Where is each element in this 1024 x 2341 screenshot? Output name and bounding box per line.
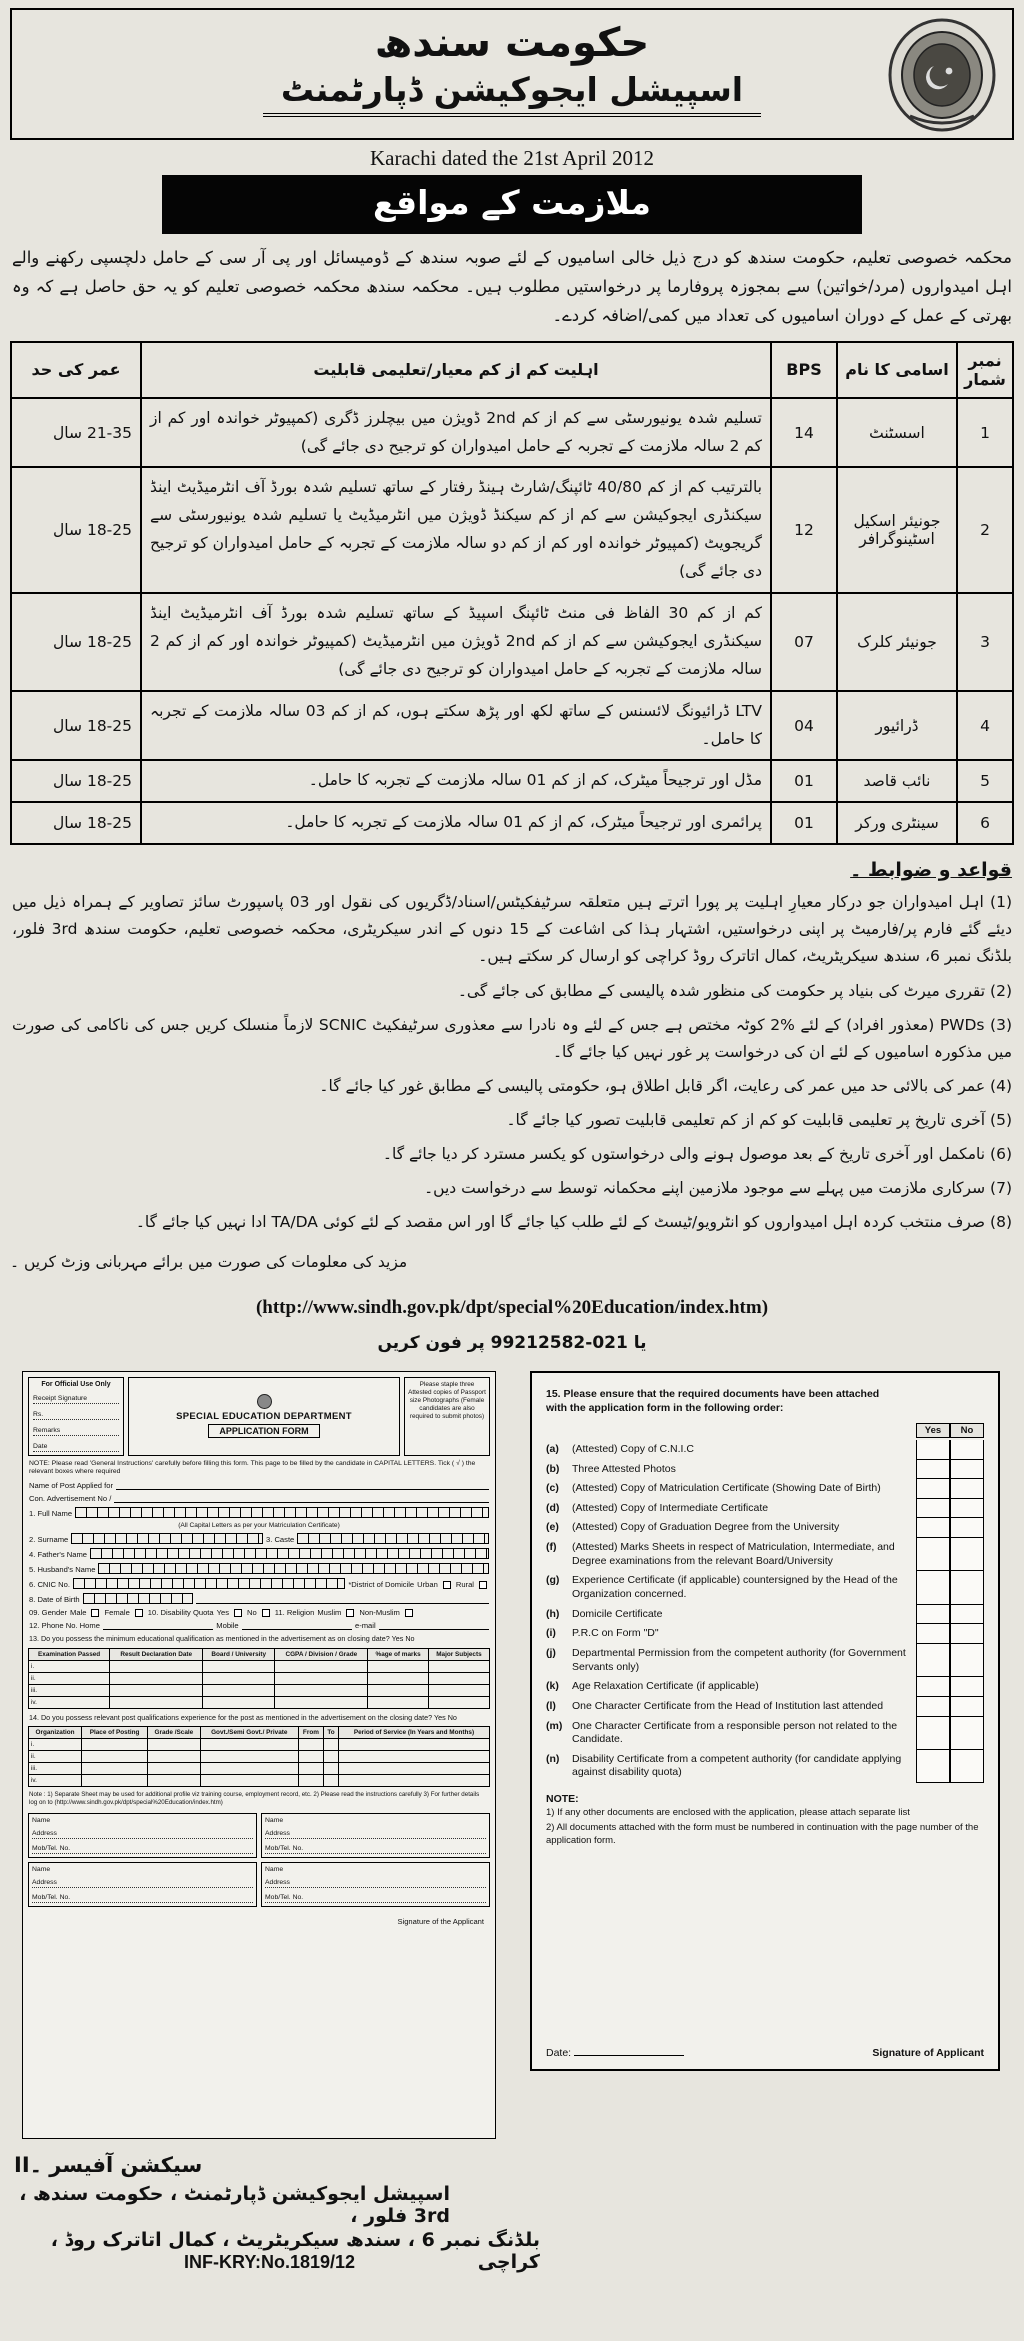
- advertisement-no-label: Con. Advertisement No /: [29, 1494, 112, 1504]
- col-post-name: اسامی کا نام: [837, 342, 957, 398]
- no-checkbox: [950, 1440, 984, 1460]
- cnic-label: 6. CNIC No.: [29, 1580, 70, 1590]
- yes-checkbox: [916, 1697, 950, 1717]
- letter-boxes: [71, 1533, 263, 1544]
- cell-qualification: LTV ڈرائیونگ لائسنس کے ساتھ لکھ اور پڑھ سکتے ہوں، کم از کم 03 سالہ ملازمت کے تجربہ کا حامل۔: [141, 691, 771, 761]
- form-title-box: [128, 1377, 400, 1456]
- table-row: [11, 467, 1013, 593]
- exp-col-organization: Organization: [29, 1726, 82, 1738]
- item-key: (h): [546, 1607, 560, 1620]
- husband-name-label: 5. Husband's Name: [29, 1565, 96, 1575]
- no-checkbox: [950, 1750, 984, 1783]
- table-row: [11, 593, 1013, 691]
- experience-table: [28, 1726, 490, 1787]
- disability-quota-label: 10. Disability Quota: [147, 1608, 214, 1618]
- intro-paragraph: محکمہ خصوصی تعلیم، حکومت سندھ کو درج ذیل خالی اسامیوں کے لئے صوبہ سندھ کے ڈومیسائل اور پی آر سی کے حامل دلچسپی رکھنے والے اہل امیدواروں (مرد/خواتین) سے بمجوزہ پروفارما پر درخواستیں مطلوب ہیں۔ محکمہ سندھ محکمہ خصوصی تعلیم کو یہ حق حاصل ہے کہ وہ بھرتی کے عمل کے دوران اسامیوں کی تعداد میں کمی/اضافہ کردے۔: [12, 248, 1012, 325]
- phone-home-label: 12. Phone No. Home: [29, 1621, 100, 1631]
- photo-instructions-box: Please staple three Attested copies of Passport size Photographs (Female candidates are also required to submit photos): [404, 1377, 490, 1456]
- item-text: (Attested) Copy of Graduation Degree from the University: [572, 1521, 840, 1534]
- footer-department-line1: اسپیشل ایجوکیشن ڈپارٹمنٹ ، حکومت سندھ ، 3rd فلور ،: [19, 2182, 450, 2227]
- gender-disability-religion-field: [29, 1608, 489, 1617]
- rule-item-7: (7) سرکاری ملازمت میں پہلے سے موجود ملازمین اپنے محکمانہ توسط سے درخواست دیں۔: [424, 1179, 1012, 1198]
- government-title: حکومت سندھ: [374, 20, 650, 66]
- letter-boxes: [90, 1548, 489, 1559]
- no-checkbox: [950, 1624, 984, 1644]
- official-use-title: For Official Use Only: [41, 1380, 111, 1388]
- item-key: (c): [546, 1482, 559, 1495]
- newspaper-advertisement: [10, 0, 1014, 2273]
- checklist-item: [546, 1571, 984, 1604]
- letter-boxes: [297, 1533, 489, 1544]
- write-in-line: [242, 1621, 352, 1630]
- yes-checkbox: [916, 1460, 950, 1480]
- cnic-domicile-field: [29, 1578, 489, 1589]
- no-checkbox: [950, 1538, 984, 1571]
- rule-item-4: (4) عمر کی بالائی حد میں عمر کی رعایت، اگر قابل اطلاق ہو، حکومتی پالیسی کے مطابق غور کیا جائے گا۔: [319, 1076, 1012, 1095]
- ref-address-label: Address: [265, 1830, 486, 1839]
- yes-checkbox: [234, 1609, 242, 1617]
- rule-item-2: (2) تقرری میرٹ کی بنیاد پر حکومت کی منظور شدہ پالیسی کے مطابق کی جائے گی۔: [457, 981, 1012, 1000]
- checklist-item: [546, 1518, 984, 1538]
- husband-name-field: [29, 1563, 489, 1574]
- cell-sno: 1: [957, 398, 1013, 468]
- write-in-line: [103, 1621, 213, 1630]
- item-key: (n): [546, 1752, 560, 1765]
- cell-age: 18-25 سال: [11, 760, 141, 802]
- checklist-item: [546, 1460, 984, 1480]
- ref-address-label: Address: [265, 1879, 486, 1888]
- exp-col-grade: Grade /Scale: [148, 1726, 201, 1738]
- phone-line: یا 021-99212582 پر فون کریں: [377, 1332, 647, 1353]
- table-row: [11, 398, 1013, 468]
- item-text: (Attested) Copy of Matriculation Certificate (Showing Date of Birth): [572, 1482, 881, 1495]
- urban-checkbox: [443, 1581, 451, 1589]
- yes-checkbox: [916, 1479, 950, 1499]
- post-applied-field: [29, 1481, 489, 1490]
- no-checkbox: [950, 1518, 984, 1538]
- job-opportunities-banner: ملازمت کے مواقع: [162, 175, 862, 234]
- row-index: iii.: [29, 1684, 110, 1696]
- documents-checklist: [530, 1371, 1000, 2071]
- checklist-item: [546, 1538, 984, 1571]
- yes-checkbox: [916, 1677, 950, 1697]
- table-header-row: [11, 342, 1013, 398]
- item-text: Disability Certificate from a competent authority (for candidate applying against disability quota): [572, 1752, 902, 1779]
- no-checkbox: [950, 1571, 984, 1604]
- item-key: (a): [546, 1442, 559, 1455]
- cell-bps: 04: [771, 691, 837, 761]
- edu-col-result-date: Result Declaration Date: [110, 1648, 203, 1660]
- ref-address-label: Address: [32, 1879, 253, 1888]
- urban-label: Urban: [417, 1580, 438, 1590]
- caste-label: 3. Caste: [266, 1535, 295, 1545]
- dob-boxes: [83, 1593, 193, 1604]
- ref-mob-label: Mob/Tel. No.: [265, 1894, 486, 1903]
- male-checkbox: [91, 1609, 99, 1617]
- header: [10, 8, 1014, 140]
- education-table: [28, 1648, 490, 1709]
- date-field: [546, 2047, 684, 2059]
- yes-checkbox: [916, 1571, 950, 1604]
- item-key: (f): [546, 1541, 557, 1554]
- inf-reference-number: INF-KRY:No.1819/12: [184, 2251, 356, 2272]
- cell-sno: 3: [957, 593, 1013, 691]
- checklist-footer: [546, 2021, 984, 2059]
- cell-age: 18-25 سال: [11, 467, 141, 593]
- cell-qualification: کم از کم 30 الفاظ فی منٹ ٹائپنگ اسپیڈ کے ساتھ تسلیم شدہ بورڈ آف انٹرمیڈیٹ اینڈ سیکنڈری ایجوکیشن سے کم از کم 2nd ڈویژن میں انٹرمیڈیٹ (کمپیوٹر خواندہ اور کم از کم 2 سالہ ملازمت کے تجربہ کے حامل امیدواران کو ترجیح دی جائے گی): [141, 593, 771, 691]
- mobile-label: Mobile: [216, 1621, 239, 1631]
- education-header-row: [29, 1648, 490, 1660]
- education-row: [29, 1696, 490, 1708]
- cell-qualification: مڈل اور ترجیحاً میٹرک، کم از کم 01 سالہ ملازمت کے تجربہ کا حامل۔: [141, 760, 771, 802]
- item-key: (e): [546, 1521, 559, 1534]
- item-key: (b): [546, 1462, 560, 1475]
- non-muslim-checkbox: [405, 1609, 413, 1617]
- cell-post: ڈرائیور: [837, 691, 957, 761]
- cell-sno: 5: [957, 760, 1013, 802]
- yes-column-label: Yes: [916, 1423, 950, 1438]
- item-text: (Attested) Copy of Intermediate Certificate: [572, 1501, 769, 1514]
- ref-address-label: Address: [32, 1830, 253, 1839]
- checklist-item: [546, 1605, 984, 1625]
- experience-row: [29, 1750, 490, 1762]
- checklist-intro: 15. Please ensure that the required documents have been attached with the application form in the following order:: [546, 1387, 880, 1414]
- edu-col-board: Board / University: [203, 1648, 275, 1660]
- female-label: Female: [104, 1608, 130, 1618]
- yes-checkbox: [916, 1750, 950, 1783]
- applicant-signature-label: Signature of the Applicant: [397, 1916, 484, 1926]
- email-label: e-mail: [354, 1621, 376, 1631]
- phone-field: [29, 1621, 489, 1630]
- checklist-item: [546, 1624, 984, 1644]
- item-text: (Attested) Marks Sheets in respect of Matriculation, Intermediate, and Degree examinations from the relevant Board/University: [572, 1541, 895, 1567]
- exp-col-govt: Govt./Semi Govt./ Private: [200, 1726, 298, 1738]
- male-label: Male: [70, 1608, 87, 1618]
- official-use-box: [28, 1377, 124, 1456]
- exp-col-posting: Place of Posting: [82, 1726, 148, 1738]
- exp-col-period: Period of Service (In Years and Months): [338, 1726, 489, 1738]
- checklist-item: [546, 1644, 984, 1677]
- date-of-birth-label: 8. Date of Birth: [29, 1595, 80, 1605]
- cell-age: 21-35 سال: [11, 398, 141, 468]
- ref-mob-label: Mob/Tel. No.: [32, 1894, 253, 1903]
- rule-item-3: (3) PWDs (معذور افراد) کے لئے %2 کوٹہ مختص ہے جس کے لئے وہ نادرا سے معذوری سرٹیفکیٹ SCNIC لازماً منسلک کریں جس کی ناکامی کی صورت میں مذکورہ اسامیوں کے لئے ان کی درخواست پر غور نہیں کیا جائے گا۔: [12, 1015, 1013, 1061]
- form-title-line1: SPECIAL EDUCATION DEPARTMENT: [176, 1411, 352, 1423]
- form-note: NOTE: Please read 'General Instructions' carefully before filling this form. This page to be filled by the candidate in CAPITAL LETTERS. Tick ( √ ) the relevant boxes where required: [29, 1459, 476, 1476]
- edu-col-cgpa: CGPA / Division / Grade: [275, 1648, 368, 1660]
- item-text: (Attested) Copy of C.N.I.C: [572, 1442, 694, 1455]
- item-text: Experience Certificate (if applicable) countersigned by the Head of the Organization concerned.: [572, 1574, 898, 1601]
- full-name-label: 1. Full Name: [29, 1509, 73, 1519]
- checklist-item: [546, 1717, 984, 1750]
- no-checkbox: [950, 1605, 984, 1625]
- no-checkbox: [950, 1717, 984, 1750]
- checklist-note-1: 1) If any other documents are enclosed with the application, please attach separate list: [546, 1807, 910, 1819]
- cell-post: جونیئر اسکیل اسٹینوگرافر: [837, 467, 957, 593]
- cell-qualification: پرائمری اور ترجیحاً میٹرک، کم از کم 01 سالہ ملازمت کے تجربہ کا حامل۔: [141, 802, 771, 844]
- surname-caste-field: [29, 1533, 489, 1544]
- item-text: Age Relaxation Certificate (if applicable): [572, 1680, 759, 1693]
- ref-mob-label: Mob/Tel. No.: [32, 1845, 253, 1854]
- yes-checkbox: [916, 1440, 950, 1460]
- write-in-line: [116, 1481, 489, 1490]
- gender-label: 09. Gender: [29, 1608, 67, 1618]
- col-qualification: اہلیت کم از کم معیار/تعلیمی قابلیت: [141, 342, 771, 398]
- letter-boxes: [98, 1563, 489, 1574]
- row-index: ii.: [29, 1750, 82, 1762]
- checklist-item: [546, 1677, 984, 1697]
- date-write-in-line: [574, 2055, 684, 2056]
- female-checkbox: [135, 1609, 143, 1617]
- no-checkbox: [262, 1609, 270, 1617]
- cell-bps: 01: [771, 760, 837, 802]
- item-text: One Character Certificate from a responsible person not related to the Candidate.: [572, 1719, 898, 1746]
- cell-sno: 4: [957, 691, 1013, 761]
- ref-mob-label: Mob/Tel. No.: [265, 1845, 486, 1854]
- row-index: i.: [29, 1738, 82, 1750]
- muslim-checkbox: [346, 1609, 354, 1617]
- yes-checkbox: [916, 1717, 950, 1750]
- ref-name-label: Name: [265, 1816, 284, 1824]
- father-name-field: [29, 1548, 489, 1559]
- item-key: (j): [546, 1646, 556, 1659]
- cell-bps: 07: [771, 593, 837, 691]
- cell-age: 18-25 سال: [11, 802, 141, 844]
- row-index: i.: [29, 1660, 110, 1672]
- item-key: (k): [546, 1680, 559, 1693]
- yes-checkbox: [916, 1538, 950, 1571]
- cell-post: اسسٹنٹ: [837, 398, 957, 468]
- ref-name-label: Name: [265, 1865, 284, 1873]
- no-column-label: No: [950, 1423, 984, 1438]
- item-text: P.R.C on Form "D": [572, 1627, 659, 1640]
- cnic-boxes: [73, 1578, 345, 1589]
- table-row: [11, 691, 1013, 761]
- date-of-birth-field: [29, 1593, 489, 1604]
- reference-boxes: [28, 1813, 490, 1907]
- row-index: ii.: [29, 1672, 110, 1684]
- yes-checkbox: [916, 1644, 950, 1677]
- religion-label: 11. Religion: [274, 1608, 315, 1618]
- question-13: 13. Do you possess the minimum educational qualification as mentioned in the advertisement as on closing date? Yes No: [29, 1634, 415, 1644]
- item-key: (d): [546, 1501, 560, 1514]
- item-key: (m): [546, 1719, 563, 1732]
- letter-boxes: [75, 1507, 489, 1518]
- footer: [14, 2153, 1010, 2273]
- cell-bps: 12: [771, 467, 837, 593]
- experience-row: [29, 1738, 490, 1750]
- checklist-note-heading: NOTE:: [546, 1793, 579, 1806]
- rule-item-8: (8) صرف منتخب کردہ اہل امیدواروں کو انٹرویو/ٹیسٹ کے لئے طلب کیا جائے گا اور اس مقصد کے لئے کوئی TA/DA ادا نہیں کیا جائے گا۔: [135, 1213, 1012, 1232]
- applicant-signature-label: Signature of Applicant: [872, 2046, 984, 2059]
- exp-col-from: From: [298, 1726, 323, 1738]
- rule-item-6: (6) نامکمل اور آخری تاریخ کے بعد موصول ہونے والی درخواستوں کو یکسر مسترد کر دیا جائے گا۔: [382, 1145, 1012, 1164]
- application-form-header: [28, 1377, 490, 1456]
- no-checkbox: [950, 1479, 984, 1499]
- write-in-line: [379, 1621, 489, 1630]
- cell-post: سینٹری ورکر: [837, 802, 957, 844]
- write-in-line: [114, 1494, 489, 1503]
- no-checkbox: [950, 1697, 984, 1717]
- yes-checkbox: [916, 1624, 950, 1644]
- experience-row: [29, 1774, 490, 1786]
- row-index: iv.: [29, 1774, 82, 1786]
- form-title-line2: APPLICATION FORM: [208, 1424, 319, 1438]
- yes-checkbox: [916, 1605, 950, 1625]
- advertisement-no-field: [29, 1494, 489, 1503]
- education-row: [29, 1684, 490, 1696]
- yes-label: Yes: [216, 1608, 230, 1618]
- no-label: No: [247, 1608, 257, 1618]
- exp-col-to: To: [324, 1726, 339, 1738]
- experience-header-row: [29, 1726, 490, 1738]
- row-index: iii.: [29, 1762, 82, 1774]
- date-line: Date: [33, 1443, 119, 1452]
- rule-item-5: (5) آخری تاریخ پر تعلیمی قابلیت کو کم از کم تعلیمی قابلیت تصور کیا جائے گا۔: [506, 1111, 1012, 1130]
- cell-qualification: تسلیم شدہ یونیورسٹی سے کم از کم 2nd ڈویژن میں بیچلرز ڈگری (کمپیوٹر خواندہ اور کم از کم 2 سالہ ملازمت کے تجربہ کے حامل امیدواران کو ترجیح دی جائے گی): [141, 398, 771, 468]
- receipt-signature-line: Receipt Signature: [33, 1395, 119, 1404]
- col-bps: BPS: [771, 342, 837, 398]
- table-row: [11, 760, 1013, 802]
- question-14: 14. Do you possess relevant post qualifications experience for the post as mentioned in the advertisement on the closing date? Yes No: [29, 1712, 457, 1722]
- section-officer-title: سیکشن آفیسر ۔II: [14, 2152, 203, 2177]
- cell-sno: 6: [957, 802, 1013, 844]
- rural-checkbox: [479, 1581, 487, 1589]
- cell-qualification: بالترتیب کم از کم 40/80 ٹائپنگ/شارٹ ہینڈ رفتار کے ساتھ تسلیم شدہ بورڈ آف انٹرمیڈیٹ اینڈ سیکنڈری ایجوکیشن سے کم از کم سیکنڈ ڈویژن میں انٹرمیڈیٹ یا تسلیم شدہ یونیورسٹی سے گریجویٹ (کمپیوٹر خواندہ اور کم از کم دو سالہ ملازمت کے تجربہ کے حامل امیدواران کو ترجیح دی جائے گی): [141, 467, 771, 593]
- no-checkbox: [950, 1499, 984, 1519]
- cell-sno: 2: [957, 467, 1013, 593]
- cell-post: نائب قاصد: [837, 760, 957, 802]
- no-checkbox: [950, 1460, 984, 1480]
- item-key: (l): [546, 1699, 556, 1712]
- forms-section: [22, 1371, 1006, 2139]
- department-title: اسپیشل ایجوکیشن ڈپارٹمنٹ: [263, 68, 761, 117]
- education-row: [29, 1660, 490, 1672]
- reference-box: [261, 1862, 490, 1907]
- experience-row: [29, 1762, 490, 1774]
- capital-letters-note: (All Capital Letters as per your Matriculation Certificate): [178, 1522, 340, 1530]
- item-text: Departmental Permission from the competent authority (for Government Servants only): [572, 1646, 906, 1673]
- muslim-label: Muslim: [317, 1608, 342, 1618]
- full-name-field: [29, 1507, 489, 1518]
- remarks-line: Remarks: [33, 1427, 119, 1436]
- reference-box: [28, 1813, 257, 1858]
- cell-bps: 01: [771, 802, 837, 844]
- form-footnotes: Note : 1) Separate Sheet may be used for additional profile viz training course, employment record, etc. 2) Please read the instructions carefully 3) For further details log on to (http://www.sindh.gov.pk/dpt/special%20Education/index.htm): [29, 1790, 480, 1807]
- education-row: [29, 1672, 490, 1684]
- ref-name-label: Name: [32, 1865, 51, 1873]
- col-age-limit: عمر کی حد: [11, 342, 141, 398]
- reference-box: [28, 1862, 257, 1907]
- checklist-note-2: 2) All documents attached with the form must be numbered in continuation with the page number of the application form.: [546, 1821, 979, 1846]
- surname-label: 2. Surname: [29, 1535, 69, 1545]
- row-index: iv.: [29, 1696, 110, 1708]
- yes-checkbox: [916, 1499, 950, 1519]
- edu-col-subjects: Major Subjects: [428, 1648, 489, 1660]
- edu-col-marks: %age of marks: [368, 1648, 429, 1660]
- item-key: (g): [546, 1574, 560, 1587]
- no-checkbox: [950, 1677, 984, 1697]
- non-muslim-label: Non-Muslim: [359, 1608, 400, 1618]
- vacancies-table: [10, 341, 1014, 846]
- father-name-label: 4. Father's Name: [29, 1550, 88, 1560]
- item-text: One Character Certificate from the Head of Institution last attended: [572, 1699, 884, 1712]
- application-form: [22, 1371, 496, 2139]
- item-text: Three Attested Photos: [572, 1462, 676, 1475]
- col-serial-no: نمبر شمار: [957, 342, 1013, 398]
- item-text: Domicile Certificate: [572, 1607, 663, 1620]
- checklist-item: [546, 1440, 984, 1460]
- more-info-line: مزید کی معلومات کی صورت میں برائے مہربانی وزٹ کریں ۔: [10, 1252, 408, 1271]
- checklist-item: [546, 1479, 984, 1499]
- rules-heading: قواعد و ضوابط ۔: [850, 859, 1012, 882]
- post-applied-label: Name of Post Applied for: [29, 1481, 113, 1491]
- reference-box: [261, 1813, 490, 1858]
- checklist-yes-no-header: [546, 1423, 984, 1438]
- item-key: (i): [546, 1627, 556, 1640]
- checklist-item: [546, 1750, 984, 1783]
- cell-age: 18-25 سال: [11, 691, 141, 761]
- sindh-government-crest-icon: [886, 16, 998, 138]
- rural-label: Rural: [455, 1580, 474, 1590]
- form-crest-icon: [257, 1394, 272, 1409]
- table-row: [11, 802, 1013, 844]
- dateline: Karachi dated the 21st April 2012: [369, 146, 654, 170]
- checklist-item: [546, 1697, 984, 1717]
- rs-line: Rs.: [33, 1411, 119, 1420]
- cell-bps: 14: [771, 398, 837, 468]
- footer-department-line2: بلڈنگ نمبر 6 ، سندھ سیکریٹریٹ ، کمال اتاترک روڈ ، کراچی: [50, 2228, 540, 2273]
- edu-col-exam: Examination Passed: [29, 1648, 110, 1660]
- ref-name-label: Name: [32, 1816, 51, 1824]
- checklist-item: [546, 1499, 984, 1519]
- rule-item-1: (1) اہل امیدواران جو درکار معیارِ اہلیت پر پورا اترتے ہیں متعلقہ سرٹیفکیٹس/اسناد/ڈگریوں کی نقول اور 03 پاسپورٹ سائز تصاویر کے ہمراہ ذیل میں دیئے گئے فارم پر/فارمیٹ پر اپنی درخواستیں، اشتہار ہذا کی اشاعت کے 15 دنوں کے اندر سیکریٹری، محکمہ خصوصی تعلیم، حکومت سندھ 3rd فلور، بلڈنگ نمبر 6، سندھ سیکریٹریٹ، کمال اتاترک روڈ کراچی کو ارسال کر سکتے ہیں۔: [12, 893, 1013, 966]
- yes-checkbox: [916, 1518, 950, 1538]
- website-url: (http://www.sindh.gov.pk/dpt/special%20Education/index.htm): [255, 1296, 769, 1318]
- no-checkbox: [950, 1644, 984, 1677]
- cell-post: جونیئر کلرک: [837, 593, 957, 691]
- date-label: Date:: [546, 2046, 572, 2059]
- domicile-label: *District of Domicile: [348, 1580, 415, 1590]
- write-in-line: [196, 1595, 489, 1604]
- cell-age: 18-25 سال: [11, 593, 141, 691]
